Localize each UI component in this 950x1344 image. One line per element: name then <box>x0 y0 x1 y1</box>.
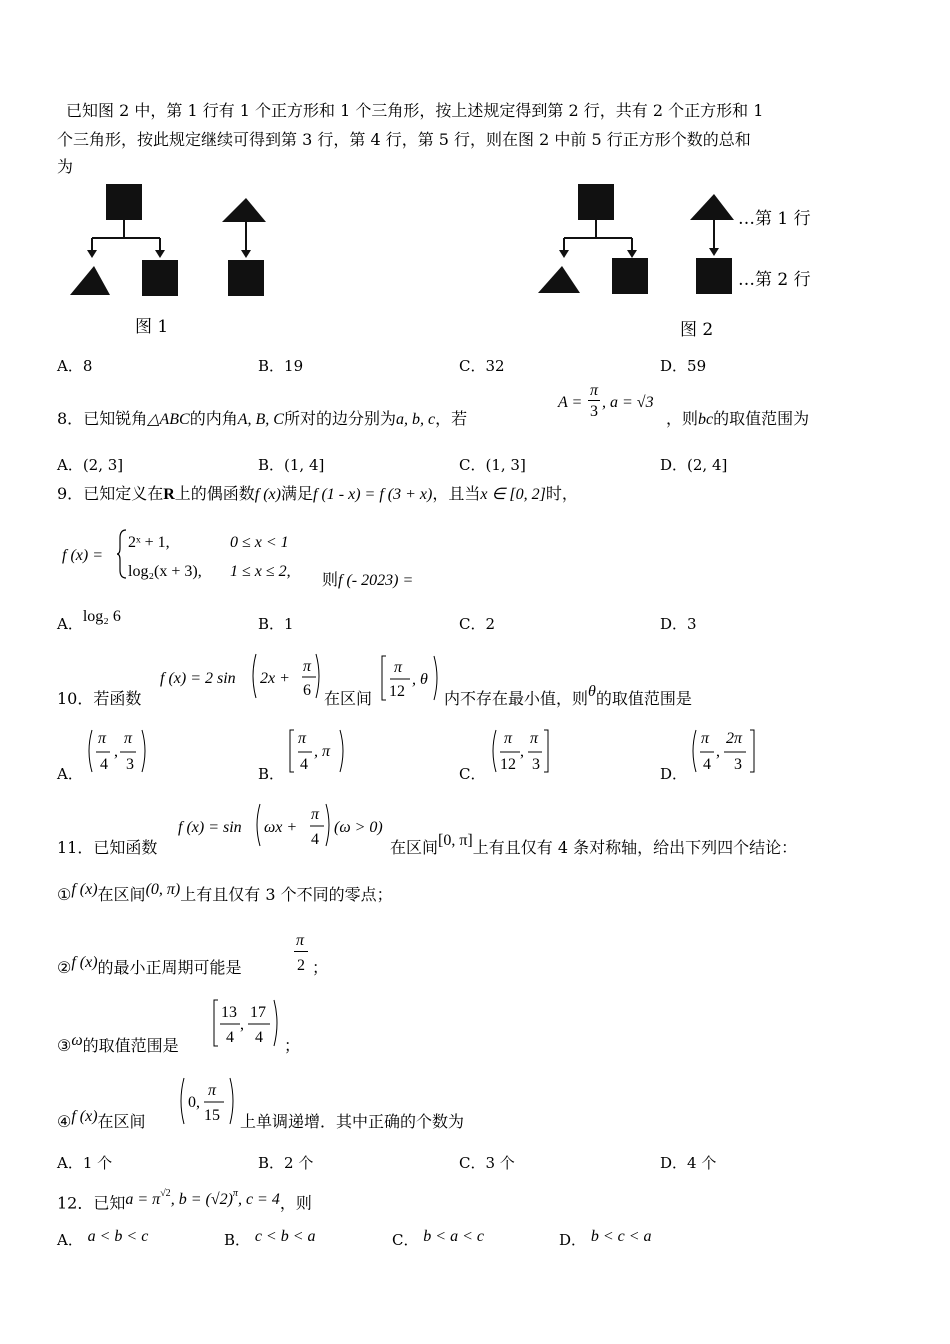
q11-c2-end: ； <box>312 958 329 977</box>
q9-option-b: B．1 <box>258 615 294 633</box>
q10-a-n2-val: π <box>124 730 133 747</box>
q11-c4-text-2: 上单调递增．其中正确的个数为 <box>240 1112 465 1131</box>
q12-option-c <box>392 1230 484 1251</box>
q11-conclusion-3 <box>57 1032 179 1057</box>
q10-arg-expr: 2x + <box>260 670 290 687</box>
fig1-caption: 图 1 <box>135 317 169 337</box>
q12-option-a <box>57 1230 148 1251</box>
q10-option-b: B． <box>258 765 285 783</box>
q10-int-num <box>394 657 402 678</box>
q8-pi: π <box>590 382 599 399</box>
q8-stem-end <box>666 409 809 430</box>
q10-option-c: C． <box>459 765 486 783</box>
fig2-down-arrowhead <box>709 248 719 256</box>
q10-b-tail <box>314 741 330 762</box>
q10-a-comma: , <box>114 743 118 760</box>
q12-option-b-label: B． <box>224 1231 251 1249</box>
q11-c4-zero-val: 0, <box>188 1094 200 1111</box>
q11-cond <box>334 817 383 838</box>
q10-d-n1-val: π <box>701 730 710 747</box>
q9-case1-range: 0 ≤ x < 1 <box>230 534 289 551</box>
q9-real-set: R <box>163 486 175 503</box>
q8-text-3: 所对的边分别为 <box>283 409 396 428</box>
fig1-right-arrowhead <box>155 250 165 258</box>
q11-c3-end: ； <box>284 1036 301 1055</box>
q11-c1-mark: ① <box>57 885 72 904</box>
q9-ask-expr: f (- 2023) = <box>338 572 414 589</box>
q9-case2-expr <box>128 561 202 582</box>
q10-fx: f (x) = 2 sin <box>160 670 236 687</box>
q10-d-d1-val: 4 <box>703 756 711 773</box>
q11-c1-interval: (0, π) <box>145 881 181 898</box>
q11-c3-d2-val: 4 <box>255 1029 263 1046</box>
q11-c2-frac-num <box>296 930 304 951</box>
q11-c3-text: 的取值范围是 <box>82 1036 179 1055</box>
q12-option-d <box>559 1230 652 1251</box>
q10-frac-num <box>303 656 311 677</box>
q11-c2-fx: f (x) <box>71 954 98 971</box>
q8-sides: a, b, c <box>395 411 436 428</box>
q12-option-d-label: D． <box>559 1231 587 1249</box>
q11-c3-d1-val: 4 <box>226 1029 234 1046</box>
q11-c2-mark: ② <box>57 958 72 977</box>
q11-c2-two: 2 <box>297 957 305 974</box>
q8-bc: bc <box>698 411 714 428</box>
q10-c-n2-val: π <box>530 730 539 747</box>
q7-option-c: C．32 <box>459 357 505 375</box>
q11-c4-den <box>204 1105 220 1126</box>
q10-text-1: 在区间 <box>324 689 373 708</box>
q10-number: 10．若函数 <box>57 689 142 708</box>
q8-text-1: 已知锐角 <box>83 409 148 428</box>
q11-c4-zero <box>188 1092 200 1113</box>
q11-frac-four: 4 <box>311 831 319 848</box>
q10-option-a: A． <box>57 765 83 783</box>
q9-fx-label <box>62 545 103 566</box>
q11-text-1: 在区间 <box>390 838 439 857</box>
q12-b-def: , b = (√2) <box>170 1191 233 1209</box>
q10-theta: θ <box>588 683 596 700</box>
q11-fx-expr: f (x) = sin <box>178 819 242 836</box>
q11-interval: [0, π] <box>438 832 473 849</box>
q8-angles: A, B, C <box>237 411 284 428</box>
q11-arg <box>264 817 297 838</box>
q11-fx <box>178 817 242 838</box>
q9-text-2: 上的偶函数 <box>174 484 255 503</box>
q10-d-n1 <box>701 728 709 749</box>
q11-c2-text: 的最小正周期可能是 <box>97 958 242 977</box>
q8-stem <box>57 409 467 430</box>
q10-frac-six: 6 <box>303 682 311 699</box>
q10-d-d2 <box>734 754 742 775</box>
q10-c-d1-val: 12 <box>500 756 516 773</box>
q10-b-d1 <box>300 754 308 775</box>
q11-option-b: B．2 个 <box>258 1154 314 1172</box>
q7-option-b: B．19 <box>258 357 304 375</box>
q10-frac-den <box>303 680 311 701</box>
q10-b-tail-val: , π <box>314 743 331 760</box>
q9-option-a-label: A． <box>57 615 83 633</box>
q10-a-n2 <box>124 728 132 749</box>
q10-option-d: D． <box>660 765 688 783</box>
q11-option-a: A．1 个 <box>57 1154 113 1172</box>
q10-int-pi: π <box>394 659 403 676</box>
q10-a-n1-val: π <box>98 730 107 747</box>
q9-case2-cond <box>230 561 291 582</box>
q11-conclusion-4 <box>57 1108 146 1133</box>
q8-frac-bar <box>588 400 600 401</box>
q11-arg-expr: ωx + <box>264 819 298 836</box>
q12-option-a-value: a < b < c <box>87 1228 149 1245</box>
q9-fx-eq: f (x) = <box>62 547 103 564</box>
q10-d-comma: , <box>716 743 720 760</box>
q8-number: 8． <box>57 409 84 428</box>
q11-c3-n2-val: 17 <box>250 1004 266 1021</box>
q11-c3-d1 <box>226 1027 234 1048</box>
fig2-bottom-square <box>612 258 648 294</box>
q11-frac-num <box>311 804 319 825</box>
q10-a-n1 <box>98 728 106 749</box>
q10-c-d2-val: 3 <box>532 756 540 773</box>
q11-c4-mark: ④ <box>57 1112 72 1131</box>
fig2-bottom-triangle <box>538 266 580 293</box>
q12-option-c-label: C． <box>392 1231 419 1249</box>
figure-1 <box>60 180 280 345</box>
q11-c1-fx: f (x) <box>71 881 98 898</box>
q12-a-def: a = π <box>125 1191 161 1209</box>
q11-c4-text-1: 在区间 <box>97 1112 146 1131</box>
q10-c-comma: , <box>520 743 524 760</box>
q11-c4-fifteen: 15 <box>204 1107 220 1124</box>
q9-fx: f (x) <box>254 486 281 503</box>
q10-a-d1 <box>100 754 108 775</box>
q12-option-a-label: A． <box>57 1231 83 1249</box>
q12-option-c-value: b < a < c <box>423 1228 484 1245</box>
q8-text-2: 的内角 <box>189 409 238 428</box>
q11-option-d: D．4 个 <box>660 1154 717 1172</box>
q7-line1: 已知图 2 中，第 1 行有 1 个正方形和 1 个三角形，按上述规定得到第 2 行，共有 2 个正方形和 1 <box>66 101 764 120</box>
q10-d-n2-val: 2π <box>726 730 743 747</box>
fig2-left-arrowhead <box>559 250 569 258</box>
q11-text-2: 上有且仅有 4 条对称轴，给出下列四个结论： <box>472 838 798 857</box>
q9-case2-value: log₂(x + 3), <box>128 563 202 580</box>
q9-case2-range: 1 ≤ x ≤ 2 <box>230 563 287 580</box>
fig2-top-triangle <box>690 194 734 220</box>
q10-c-n2 <box>530 728 538 749</box>
q10-frac-pi: π <box>303 658 312 675</box>
fig1-bottom-square <box>142 260 178 296</box>
q8-text-4: ，若 <box>435 409 468 428</box>
fig2-top-square <box>578 184 614 220</box>
q7-line2: 个三角形，按此规定继续可得到第 3 行，第 4 行，第 5 行，则在图 2 中前 5 行正方形个数的总和 <box>57 130 751 149</box>
q9-interval: x ∈ [0, 2] <box>480 486 546 503</box>
q9-case1-expr <box>128 532 170 553</box>
q12-stem <box>57 1190 312 1214</box>
q9-text-5: 时， <box>545 484 578 503</box>
q11-c3-n2 <box>250 1002 266 1023</box>
q11-number: 11．已知函数 <box>57 838 158 857</box>
q10-arg <box>260 668 290 689</box>
q9-case1-value: 2ˣ + 1, <box>128 534 170 551</box>
q10-c-d2 <box>532 754 540 775</box>
q10-int-den <box>389 681 405 702</box>
q11-frac-den <box>311 829 319 850</box>
q10-b-n1-val: π <box>298 730 307 747</box>
q9-option-d: D．3 <box>660 615 697 633</box>
q7-line3: 为 <box>57 157 74 176</box>
fig1-down-arrowhead <box>241 250 251 258</box>
q9-ask <box>322 570 413 591</box>
q7-option-a: A．8 <box>57 357 93 375</box>
q9-number: 9． <box>57 484 84 503</box>
q11-conclusion-2 <box>57 954 242 979</box>
q9-option-c: C．2 <box>459 615 496 633</box>
q9-symmetry: f (1 - x) = f (3 + x) <box>313 486 433 503</box>
fig1-top-triangle <box>222 198 266 222</box>
q11-frac-pi: π <box>311 806 320 823</box>
q8-triangle-abc: △ABC <box>147 411 190 428</box>
q10-c-n1-val: π <box>504 730 513 747</box>
q11-c2-frac-bar <box>294 951 308 952</box>
fig1-top-square <box>106 184 142 220</box>
q10-d-n2 <box>726 728 742 749</box>
q8-text-5: ，则 <box>666 409 699 428</box>
q11-c1-text-1: 在区间 <box>97 885 146 904</box>
q12-a-exp: √2 <box>160 1188 171 1199</box>
q8-option-a: A．(2, 3] <box>57 456 124 474</box>
fig2-caption: 图 2 <box>680 320 714 340</box>
q11-c3-comma: , <box>240 1016 244 1033</box>
q10-c-d1 <box>500 754 516 775</box>
q7-option-d: D．59 <box>660 357 707 375</box>
q8-option-d: D．(2, 4] <box>660 456 728 474</box>
q12-text: ，则 <box>279 1193 312 1213</box>
q9-then: 则 <box>322 570 339 589</box>
q11-conclusion-1 <box>57 881 393 906</box>
fig2-row2-label: …第 2 行 <box>738 270 811 290</box>
q10-theta-end: , θ <box>412 671 428 688</box>
q10-d-d1 <box>703 754 711 775</box>
q12-b-exp: π <box>232 1188 238 1199</box>
q12-option-d-value: b < c < a <box>590 1228 652 1245</box>
q9-case1-cond <box>230 532 289 553</box>
q12-option-b-value: c < b < a <box>254 1228 316 1245</box>
q10-b-n1 <box>298 728 306 749</box>
q10-int-theta <box>412 669 428 690</box>
q10-a-d1-val: 4 <box>100 756 108 773</box>
q8-angle-a-eq: A = <box>558 394 583 411</box>
q8-option-b: B．(1, 4] <box>258 456 325 474</box>
fig2-right-square <box>696 258 732 294</box>
q10-a-d2-val: 3 <box>126 756 134 773</box>
q10-text-2-body: 内不存在最小值，则 <box>444 689 589 708</box>
q9-option-a <box>57 608 121 635</box>
q11-c2-pi: π <box>296 932 305 949</box>
q11-c2-frac-den <box>297 955 305 976</box>
q8-option-c: C．(1, 3] <box>459 456 526 474</box>
q9-stem <box>57 484 578 505</box>
q11-c3-d2 <box>255 1027 263 1048</box>
q11-c3-n1 <box>221 1002 237 1023</box>
q10-text-3: 的取值范围是 <box>595 689 692 708</box>
q9-brace <box>116 528 128 580</box>
q11-c4-fx: f (x) <box>71 1108 98 1125</box>
q11-text <box>390 832 798 859</box>
q9-comma: , <box>286 563 291 580</box>
fig1-right-square <box>228 260 264 296</box>
q10-b-d1-val: 4 <box>300 756 308 773</box>
q11-c1-text-2: 上有且仅有 3 个不同的零点； <box>180 885 393 904</box>
q10-function <box>160 668 236 689</box>
q10-text-2 <box>444 683 692 710</box>
q9-text-4: ，且当 <box>432 484 481 503</box>
q11-c3-mark: ③ <box>57 1036 72 1055</box>
q10-a-d2 <box>126 754 134 775</box>
q12-number: 12．已知 <box>57 1193 126 1213</box>
q11-c3-omega: ω <box>71 1032 83 1049</box>
fig1-bottom-triangle <box>70 266 110 295</box>
q8-three: 3 <box>590 403 598 420</box>
q9-option-a-value: log₂ 6 <box>82 608 121 625</box>
q8-side-a: , a = √3 <box>602 394 654 411</box>
q10-d-d2-val: 3 <box>734 756 742 773</box>
q11-omega-cond: (ω > 0) <box>334 819 383 836</box>
q12-c-def: , c = 4 <box>237 1191 280 1209</box>
fig2-row1-label: …第 1 行 <box>738 209 811 229</box>
q11-option-c: C．3 个 <box>459 1154 515 1172</box>
figure-2 <box>530 180 770 345</box>
fig2-right-arrowhead <box>627 250 637 258</box>
q9-text-1: 已知定义在 <box>83 484 164 503</box>
q10-c-n1 <box>504 728 512 749</box>
q11-c3-n1-val: 13 <box>221 1004 237 1021</box>
fig1-left-arrowhead <box>87 250 97 258</box>
q10-int-twelve: 12 <box>389 683 405 700</box>
q9-text-3: 满足 <box>280 484 313 503</box>
q8-text-6: 的取值范围为 <box>713 409 810 428</box>
q11-c4-pi: π <box>208 1082 217 1099</box>
q12-option-b <box>224 1230 316 1251</box>
q11-c4-num <box>208 1080 216 1101</box>
